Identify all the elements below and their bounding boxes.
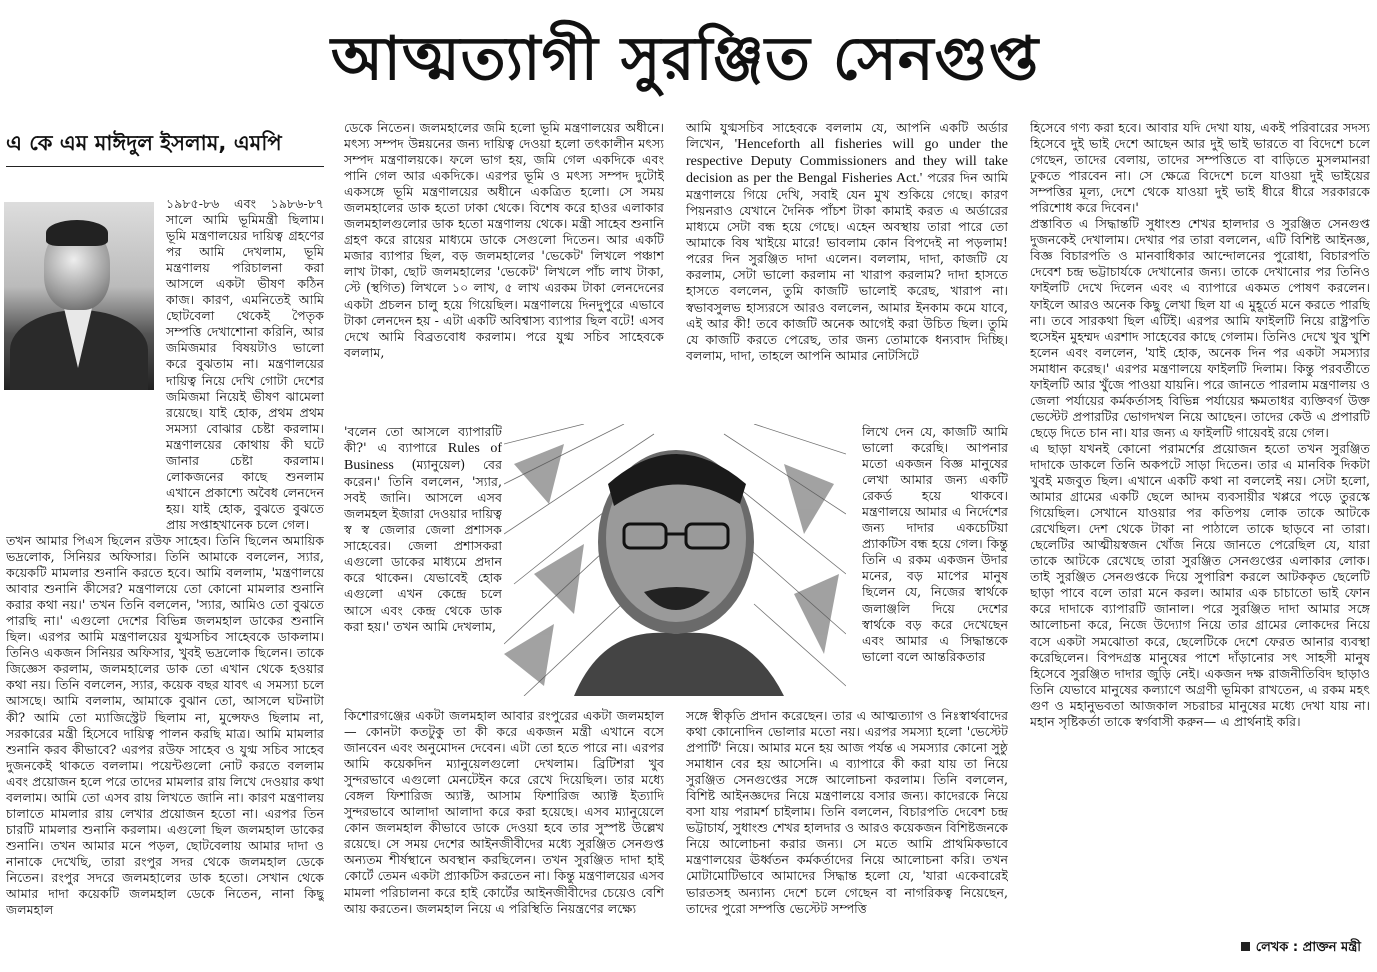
portrait-illustration xyxy=(504,424,846,696)
paragraph: তখন আমার পিএস ছিলেন রউফ সাহেব। তিনি ছিলেন অমায়িক ভদ্রলোক, সিনিয়র অফিসার। তিনি আমাকে বললেন, স্যার, কয়েকটি মামলার শুনানি করতে হবে। আমি বললাম, 'মন্ত্রণালয়ে আবার শুনানি কীসের? মন্ত্রণালয়ে তো কোনো মামলার শুনানি করার কথা নয়।' তখন তিনি বললেন, 'স্যার, আমিও তো বুঝতে পারছি না।' এগুলো দেশের বিভিন্ন জলমহাল ডাকের শুনানি ছিল। এরপর আমি মন্ত্রণালয়ের যুগ্মসচিব সাহেবকে ডাকলাম। তিনিও একজন সিনিয়র অফিসার, খুবই ভদ্রলোক ছিলেন। তাকে জিজ্ঞেস করলাম, জলমহালের ডাক তো এখান থেকে হওয়ার কথা নয়। তিনি বললেন, স্যার, কয়েক বছর যাবৎ এ সমস্যা চলে আসছে। আমি বললাম, আমাকে বুঝান তো, আসলে ঘটনাটা কী? আমি তো ম্যাজিস্ট্রেট ছিলাম না, মুন্সেফও ছিলাম না, সরকারের মন্ত্রী হিসেবে দায়িত্ব পালন করছি মাত্র। আমি মামলার শুনানি করব কীভাবে? এরপর রউফ সাহেব ও যুগ্ম সচিব সাহেব দুজনকেই থাকতে বললাম। পয়েন্টগুলো নোট করতে বললাম এবং প্রয়োজন হলে পরে তাদের মামলার রায় লিখে দেওয়ার কথা বললাম। আমি তো এসব রায় লিখতে জানি না। কারণ মন্ত্রণালয় চালাতে মামলার রায় লেখার প্রয়োজন হতো না। এরপর তিন চারটি মামলার শুনানি করলাম। এগুলো ছিল জলমহাল ডাকের শুনানি। তখন আমার মনে পড়ল, ছোটবেলায় আমার দাদা ও নানাকে দেখেছি, তারা রংপুর সদর থেকে জলমহাল ডেকে নিতেন। রংপুর সদরে জলমহালের ডাক হতো। সেখান থেকে আমার দাদা কয়েকটি জলমহাল ডেকে নিতেন, নানা কিছু জলমহাল xyxy=(6,532,324,918)
paragraph: ১৯৮৫-৮৬ এবং ১৯৮৬-৮৭ সালে আমি ভূমিমন্ত্রী ছিলাম। ভূমি মন্ত্রণালয়ের দায়িত্ব গ্রহণের পর আমি দেখলাম, ভূমি মন্ত্রণালয় পরিচালনা করা আসলে একটা ভীষণ কঠিন কাজ। কারণ, এমনিতেই আমি ছোটবেলা থেকেই পৈতৃক সম্পত্তি দেখাশোনা করিনি, আর জমিজমার বিষয়টাও ভালো করে বুঝতাম না। মন্ত্রণালয়ের দায়িত্ব নিয়ে দেখি গোটা দেশের জমিজমা নিয়েই ভীষণ ঝামেলা রয়েছে। যাই হোক, প্রথম প্রথম সমস্যা বোঝার চেষ্টা করলাম। মন্ত্রণালয়ের কোথায় কী ঘটে জানার চেষ্টা করলাম। লোকজনের কাছে শুনলাম এখানে প্রকাশ্যে অবৈধ লেনদেন হয়। যাই হোক, বুঝতে বুঝতে প্রায় সপ্তাহখানেক চলে গেল। xyxy=(166,196,324,532)
subject-portrait xyxy=(504,424,846,696)
author-credit xyxy=(1241,938,1361,959)
english-phrase: Rules of Business xyxy=(344,441,502,474)
paragraph: সঙ্গে স্বীকৃতি প্রদান করেছেন। তার এ আত্মত্যাগ ও নিঃস্বার্থবাদের কথা কোনোদিন ভোলার মতো নয়। এরপর সমস্যা হলো 'ভেস্টেট প্রপার্টি' নিয়ে। আমার মনে হয় আজ পর্যন্ত এ সমস্যার কোনো সুষ্ঠু সমাধান বের হয় আসেনি। এ ব্যাপারে কী করা যায় তা নিয়ে সুরঞ্জিত সেনগুপ্তের সঙ্গে আলোচনা করলাম। তিনি বললেন, বিশিষ্ট আইনজ্ঞদের নিয়ে মন্ত্রণালয়ে বসার জন্য। কাদেরকে নিয়ে বসা যায় পরামর্শ চাইলাম। তিনি বললেন, বিচারপতি দেবেশ চন্দ্র ভট্টাচার্য, সুধাংশু শেখর হালদার ও আরও কয়েকজন বিশিষ্টজনকে নিয়ে আলোচনা করার জন্য। সে মতে আমি প্রাথমিকভাবে মন্ত্রণালয়ের ঊর্ধ্বতন কর্মকর্তাদের নিয়ে আলোচনা করি। তখন মোটামোটিভাবে আমাদের সিদ্ধান্ত হলো যে, 'যারা একেবারেই ভারতসহ অন্যান্য দেশে চলে গেছেন বা নাগরিকত্ব নিয়েছেন, তাদের পুরো সম্পত্তি ভেস্টেট সম্পত্তি xyxy=(686,708,1008,916)
paragraph xyxy=(686,120,1008,364)
paragraph: এ ছাড়া যখনই কোনো পরামর্শের প্রয়োজন হতো তখন সুরঞ্জিত দাদাকে ডাকলে তিনি অকপটে সাড়া দিতেন। তার এ মানবিক দিকটা খুবই মজবুত ছিল। এখানে একটি কথা না বললেই নয়। সেটা হলো, আমার গ্রামের একটি ছেলে আদম ব্যবসায়ীর খপ্পরে পড়ে তুরস্কে গিয়েছিল। সেখানে যাওয়ার পর কতিপয় লোক তাকে আটকে রেখেছিল। দেশ থেকে টাকা না পাঠালে তাকে ছাড়বে না তারা। ছেলেটির আত্মীয়স্বজন খোঁজ নিয়ে জানতে পেরেছিল যে, যারা তাকে আটকে রেখেছে তারা সুরঞ্জিত সেনগুপ্তের এলাকার লোক। তাই সুরঞ্জিত সেনগুপ্তকে দিয়ে সুপারিশ করলে আটককৃত ছেলেটি ছাড়া পাবে বলে তারা মনে করল। আমার এক চাচাতো ভাই ফোন করে দাদাকে ব্যাপারটি জানাল। পরে সুরঞ্জিত দাদা আমার সঙ্গে আলোচনা করে, নিজে উদ্যোগ নিয়ে তার গ্রামের লোকদের নিয়ে বসে একটা সমঝোতা করে, ছেলেটিকে দেশে ফেরত আনার ব্যবস্থা করেছিলেন। বিপদগ্রস্ত মানুষের পাশে দাঁড়ানোর সৎ সাহসী মানুষ হিসেবে সুরঞ্জিত দাদার জুড়ি নেই। একজন দক্ষ রাজনীতিবিদ ছাড়াও তিনি যেভাবে মানুষের কল্যাণে অগ্রণী ভূমিকা রাখতেন, এ রকম মহৎ গুণ ও মহানুভবতা আজকাল সচরাচর মানুষের মধ্যে দেখা যায় না। মহান সৃষ্টিকর্তা তাকে স্বর্গবাসী করুন— এ প্রার্থনাই করি। xyxy=(1030,440,1370,729)
article-column-2-top xyxy=(344,120,664,420)
byline: এ কে এম মাঈদুল ইসলাম, এমপি xyxy=(6,128,324,167)
paragraph-text: 'বলেন তো আসলে ব্যাপারটি কী?' এ ব্যাপারে xyxy=(344,424,502,456)
article-column-2-bottom xyxy=(344,708,664,966)
article-column-4 xyxy=(1030,120,1370,936)
paragraph: প্রস্তাবিত এ সিদ্ধান্তটি সুধাংশু শেখর হালদার ও সুরঞ্জিত সেনগুপ্ত দুজনকেই দেখালাম। দেখার পর তারা বললেন, এটি বিশিষ্ট আইনজ্ঞ, বিজ্ঞ বিচারপতি ও মানবাধিকার আন্দোলনের পুরোধা, বিচারপতি দেবেশ চন্দ্র ভট্টাচার্যকে দেখানোর জন্য। তাকে দেখানোর পর তিনিও ফাইলটি দেখে দিলেন এবং এ ব্যাপারে একমত পোষণ করলেন। ফাইলে আরও অনেক কিছু লেখা ছিল যা এ মুহূর্তে মনে করতে পারছি না। তবে সারকথা ছিল এটিই। এরপর আমি ফাইলটি নিয়ে রাষ্ট্রপতি হুসেইন মুহম্মদ এরশাদ সাহেবের কাছে গেলাম। তিনিও দেখে খুব খুশি হলেন এবং বললেন, 'যাই হোক, অনেক দিন পর একটা সমস্যার সমাধান করেছ।' এরপর মন্ত্রণালয়ে ফাইলটি দিলাম। কিন্তু পরবর্তীতে ফাইলটি আর খুঁজে পাওয়া যায়নি। পরে জানতে পারলাম মন্ত্রণালয় ও জেলা পর্যায়ের কর্মকর্তাসহ বিভিন্ন পর্যায়ের ক্ষমতাধর ব্যক্তিবর্গ উক্ত ভেস্টেট প্রপারটির ভোগদখল নিয়ে আছেন। তাদের কেউ এ প্রপারটি ছেড়ে দিতে চান না। যার জন্য এ ফাইলটি গায়েবই রয়ে গেল। xyxy=(1030,216,1370,440)
paragraph-text: (ম্যানুয়েল) বের করেন।' তিনি বললেন, 'স্যার, সবই জানি। আসলে এসব জলমহল ইজারা দেওয়ার দায়িত্ব স্ব স্ব জেলার জেলা প্রশাসক সাহেবের। জেলা প্রশাসকরা এগুলো ডাকের মাধ্যমে প্রদান করে থাকেন। যেভাবেই হোক এগুলো এখন কেন্দ্রে চলে আসে এবং কেন্দ্র থেকে ডাক করা হয়।' তখন আমি দেখলাম, xyxy=(344,457,502,634)
paragraph-text: পরের দিন আমি মন্ত্রণালয়ে গিয়ে দেখি, সবাই যেন মুখ শুকিয়ে গেছে। কারণ পিয়নরাও যেখানে দৈনিক পাঁচশ টাকা কামাই করত এ অর্ডারের মাধ্যমে সেটা বন্ধ হয়ে গেছে। এহেন অবস্থায় তারা পারে তো আমাকে বিষ খাইয়ে মারে! ভাবলাম কোন বিপদেই না পড়লাম! পরের দিন সুরঞ্জিত দাদা এলেন। বললাম, দাদা, কাজটি যে করলাম, সেটা ভালো করলাম না খারাপ করলাম? দাদা হাসতে হাসতে বললেন, তুমি কাজটি ভালোই করেছ, খারাপ না। স্বভাবসুলভ হাস্যরসে আরও বললেন, আমার ইনকাম কমে যাবে, এই আর কী! তবে কাজটি অনেক আগেই করা উচিত ছিল। তুমি যে কাজটি করতে পেরেছ, তার জন্য তোমাকে ধন্যবাদ দিচ্ছি। বললাম, দাদা, তাহলে আপনি আমার নোটসিটে xyxy=(686,170,1008,363)
paragraph-text: আমি যুগ্মসচিব সাহেবকে বললাম যে, আপনি একটি অর্ডার লিখেন, xyxy=(686,120,1008,152)
article-column-3-middle xyxy=(862,424,1008,708)
english-quote: 'Henceforth all fisheries will go under the respective Deputy Commissioners and they will take decision as per the Bengal Fisheries Act.' xyxy=(686,137,1008,187)
paragraph xyxy=(344,424,502,635)
article-column-3-bottom xyxy=(686,708,1008,966)
bullet-square-icon xyxy=(1241,942,1250,951)
paragraph: লিখে দেন যে, কাজটি আমি ভালো করেছি। আপনার মতো একজন বিজ্ঞ মানুষের লেখা আমার জন্য একটি রেকর্ড হয়ে থাকবে। মন্ত্রণালয়ে আমার এ নির্দেশের জন্য দাদার একচেটিয়া প্র্যাকটিস বন্ধ হয়ে গেল। কিন্তু তিনি এ রকম একজন উদার মনের, বড় মাপের মানুষ ছিলেন যে, নিজের স্বার্থকে জলাঞ্জলি দিয়ে দেশের স্বার্থকে বড় করে দেখেছেন এবং আমার এ সিদ্ধান্তকে ভালো বলে আন্তরিকতার xyxy=(862,424,1008,664)
paragraph: ডেকে নিতেন। জলমহালের জমি হলো ভূমি মন্ত্রণালয়ের অধীনে। মৎস্য সম্পদ উন্নয়নের জন্য দায়িত্ব দেওয়া হলো তৎকালীন মৎস্য সম্পদ মন্ত্রণালয়কে। ফলে ভাগ হয়, জমি গেল একদিকে এবং পানি গেল আর একদিকে। এরপর ভূমি ও মৎস্য সম্পদ দুটোই একসঙ্গে ভূমি মন্ত্রণালয়ের অধীনে একত্রিত হলো। সে সময় জলমহালের ডাক হতো ঢাকা থেকে। বিশেষ করে হাওর এলাকার জলমহালগুলোর ডাক হতো মন্ত্রণালয় থেকে। মন্ত্রী সাহেব শুনানি গ্রহণ করে রায়ের মাধ্যমে ডাকে সেগুলো দিতেন। আর একটি মজার ব্যাপার ছিল, বড় জলমহালের 'ভেকেট' লিখলে পঞ্চাশ লাখ টাকা, ছোট জলমহালের 'ভেকেট' লিখলে পাঁচ লাখ টাকা, স্টে (স্থগিত) লিখলে ১০ লাখ, ৫ লাখ এরকম টাকা লেনদেনের একটা প্রচলন চালু হয়ে গিয়েছিল। মন্ত্রণালয়ে দিনদুপুরে এভাবে টাকা লেনদেন হয় - এটা একটি অবিশ্বাস্য ব্যাপার ছিল বটে! এসব দেখে আমি বিব্রতবোধ করলাম। পরে যুগ্ম সচিব সাহেবকে বললাম, xyxy=(344,120,664,360)
article-column-1 xyxy=(6,196,324,966)
credit-text: লেখক : প্রাক্তন মন্ত্রী xyxy=(1255,940,1361,955)
article-column-2-middle xyxy=(344,424,502,708)
paragraph: হিসেবে গণ্য করা হবে। আবার যদি দেখা যায়, একই পরিবারের সদস্য হিসেবে দুই ভাই দেশে আছেন আর দুই ভাই ভারতে বা বিদেশে চলে গেছেন, তাদের বেলায়, তাদের সম্পত্তিতে বা বাড়িতে মুসলমানরা ঢুকতে পারবেন না। সে ক্ষেত্রে বিদেশে চলে যাওয়া দুই ভাইয়ের সম্পত্তির মূল্য, দেশে থেকে যাওয়া দুই ভাই ধীরে ধীরে সরকারকে পরিশোধ করে দিবেন।' xyxy=(1030,120,1370,216)
headline: আত্মত্যাগী সুরঞ্জিত সেনগুপ্ত xyxy=(330,24,1040,94)
paragraph: কিশোরগঞ্জের একটা জলমহাল আবার রংপুরের একটা জলমহাল— কোনটা কতটুকু তা কী করে একজন মন্ত্রী এখানে বসে জানবেন এবং অনুমোদন দেবেন। এটা তো হতে পারে না। এরপর আমি কয়েকদিন ম্যানুয়েলগুলো দেখলাম। ব্রিটিশরা খুব সুন্দরভাবে এগুলো মেনটেইন করে রেখে দিয়েছিল। তার মধ্যে বেঙ্গল ফিশারিজ অ্যাক্ট, আসাম ফিশারিজ অ্যাক্ট ইত্যাদি সুন্দরভাবে আলাদা আলাদা করে করা হয়েছে। এসব ম্যানুয়েলে কোন জলমহাল কীভাবে ডাকে দেওয়া হবে তার সুস্পষ্ট উল্লেখ রয়েছে। সে সময় দেশের আইনজীবীদের মধ্যে সুরঞ্জিত সেনগুপ্ত অন্যতম শীর্ষস্থানে অবস্থান করছিলেন। তখন সুরঞ্জিত দাদা হাই কোর্টে তেমন একটা প্র্যাকটিস করতেন না। কিন্তু মন্ত্রণালয়ের এসব মামলা পরিচালনা করে হাই কোর্টের আইনজীবীদের চেয়েও বেশি আয় করতেন। জলমহাল নিয়ে এ পরিস্থিতি নিয়ন্ত্রণের লক্ষ্যে xyxy=(344,708,664,916)
article-column-3-top xyxy=(686,120,1008,420)
